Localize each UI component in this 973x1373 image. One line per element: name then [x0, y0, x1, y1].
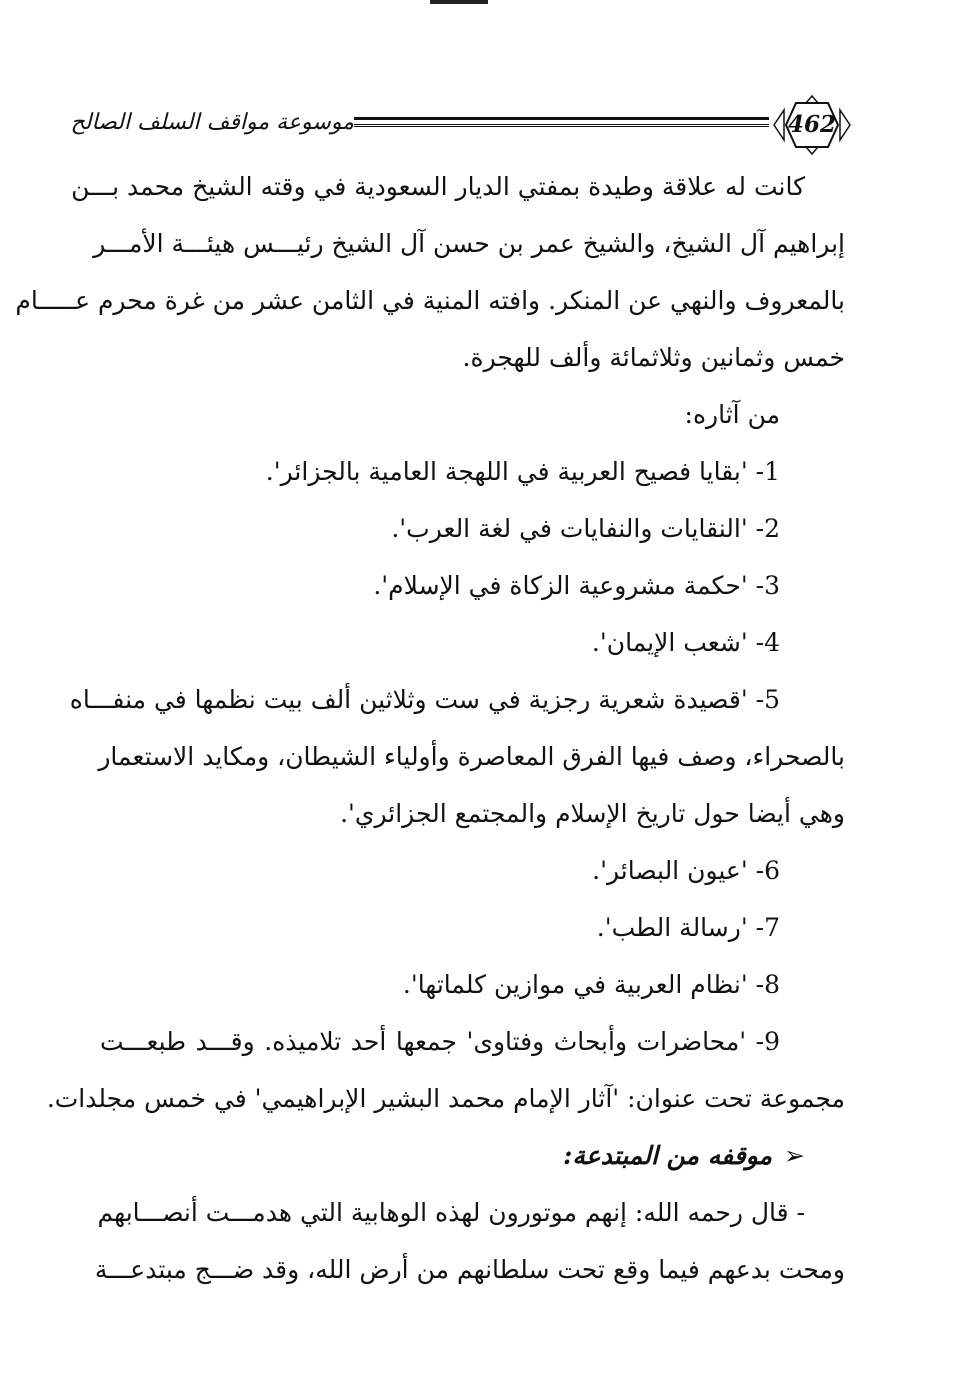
text-line: مجموعة تحت عنوان: 'آثار الإمام محمد البشير الإبراهيمي' في خمس مجلدات.: [46, 1084, 845, 1113]
list-item: 8- 'نظام العربية في موازين كلماتها'.: [402, 970, 780, 999]
section-heading-text: موقفه من المبتدعة:: [563, 1141, 773, 1170]
section-heading: [100, 1127, 845, 1184]
top-edge-mark: [430, 0, 488, 4]
list-item: 5- 'قصيدة شعرية رجزية في ست وثلاثين ألف بيت نظمها في منفـــاه: [69, 685, 780, 714]
text-line: بالصحراء، وصف فيها الفرق المعاصرة وأولياء الشيطان، ومكايد الاستعمار: [98, 742, 845, 771]
book-title: موسوعة مواقف السلف الصالح: [70, 110, 354, 135]
text-line: إبراهيم آل الشيخ، والشيخ عمر بن حسن آل الشيخ رئيـــس هيئـــة الأمـــر: [93, 229, 845, 258]
text-line: كانت له علاقة وطيدة بمفتي الديار السعودية في وقته الشيخ محمد بـــن: [71, 172, 805, 201]
page-number: 462: [787, 111, 836, 138]
header-rule-thin: [354, 126, 769, 127]
page-number-badge: [772, 95, 852, 155]
list-item: 4- 'شعب الإيمان'.: [591, 628, 780, 657]
header-rule: [354, 117, 769, 125]
list-item: 3- 'حكمة مشروعية الزكاة في الإسلام'.: [373, 571, 780, 600]
text-line: وهي أيضا حول تاريخ الإسلام والمجتمع الجزائري'.: [340, 799, 845, 828]
list-item: 6- 'عيون البصائر'.: [592, 856, 780, 885]
page-body: [15, 158, 845, 1298]
section-label: من آثاره:: [684, 400, 780, 429]
list-item: 7- 'رسالة الطب'.: [596, 913, 780, 942]
arrow-bullet-icon: ➢: [784, 1141, 805, 1170]
text-line: بالمعروف والنهي عن المنكر. وافته المنية في الثامن عشر من غرة محرم عـــــام: [15, 286, 845, 315]
list-item: 2- 'النقايات والنفايات في لغة العرب'.: [391, 514, 780, 543]
text-line: - قال رحمه الله: إنهم موتورون لهذه الوهابية التي هدمـــت أنصـــابهم: [97, 1198, 805, 1227]
text-line: ومحت بدعهم فيما وقع تحت سلطانهم من أرض الله، وقد ضـــج مبتدعـــة: [94, 1255, 845, 1284]
list-item: 9- 'محاضرات وأبحاث وفتاوى' جمعها أحد تلاميذه. وقـــد طبعـــت: [100, 1027, 780, 1056]
list-item: 1- 'بقايا فصيح العربية في اللهجة العامية بالجزائر'.: [265, 457, 780, 486]
page-header: [70, 95, 852, 161]
text-line: خمس وثمانين وثلاثمائة وألف للهجرة.: [462, 343, 845, 372]
